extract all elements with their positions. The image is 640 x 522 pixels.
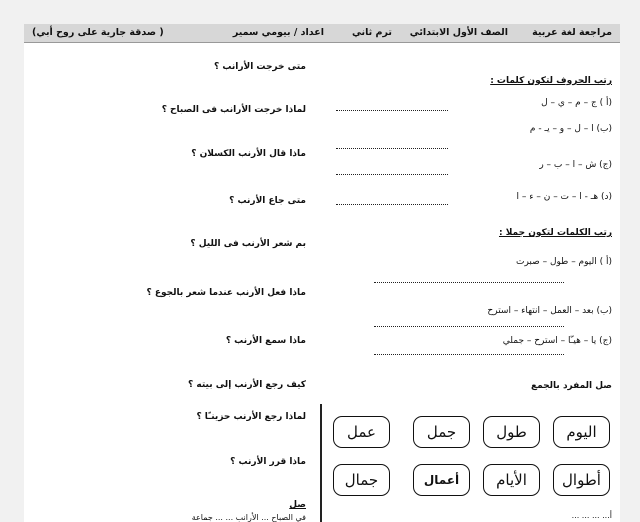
word-box-plural[interactable]: الأيام	[483, 464, 540, 496]
header-grade: الصف الأول الابتدائي	[409, 27, 508, 38]
word-box-singular[interactable]: اليوم	[553, 416, 610, 448]
word-box-singular[interactable]: طول	[483, 416, 540, 448]
question-4: متى جاع الأرنب ؟	[229, 196, 306, 206]
header-author: اعداد / بيومي سمير	[232, 27, 324, 38]
answer-line	[336, 148, 448, 149]
column-divider	[320, 404, 322, 522]
answer-line	[374, 326, 564, 327]
question-9: لماذا رجع الأرنب حزينـًا ؟	[196, 412, 306, 422]
header-bar	[24, 24, 620, 43]
question-6: ماذا فعل الأرنب عندما شعر بالجوع ؟	[146, 288, 306, 298]
answer-line	[336, 204, 448, 205]
letters-item-2: (ب) ا – ل – و – يـ - م	[529, 124, 612, 134]
question-3: ماذا قال الأرنب الكسلان ؟	[191, 149, 306, 159]
header-subject: مراجعة لغة عربية	[532, 27, 612, 38]
answer-line	[374, 282, 564, 283]
question-10: ماذا قرر الأرنب ؟	[230, 457, 306, 467]
word-box-plural[interactable]: أطوال	[553, 464, 610, 496]
left-partial-line: في الصباح ... الأرانب ... ... جماعة	[191, 513, 306, 522]
answer-line	[374, 354, 564, 355]
match-title: صل المفرد بالجمع	[531, 381, 612, 391]
question-5: بم شعر الأرنب فى الليل ؟	[190, 239, 306, 249]
match-heading-left: صل	[289, 500, 306, 510]
word-box-singular[interactable]: عمل	[333, 416, 390, 448]
word-box-plural[interactable]: أعمال	[413, 464, 470, 496]
match-partial-line: أ... ... ... ...	[571, 511, 612, 520]
worksheet	[24, 24, 620, 522]
answer-line	[336, 110, 448, 111]
letters-item-1: (أ ) ج – م – ي – ل	[541, 98, 612, 108]
words-item-1: (أ ) اليوم – طول – صبرت	[515, 257, 612, 267]
header-term: ترم ثاني	[351, 27, 392, 38]
question-2: لماذا خرجت الأرانب فى الصباح ؟	[161, 105, 306, 115]
header-dedication: ( صدقة جارية على روح أبي)	[32, 27, 164, 38]
letters-item-4: (د) هـ - ا – ت – ن – ء – ا	[516, 192, 612, 202]
words-item-2: (ب) بعد – العمل – انتهاء – استرح	[487, 306, 612, 316]
letters-item-3: (ج) ش – ا – ب – ر	[539, 160, 612, 170]
letters-title: رتب الحروف لتكون كلمات :	[490, 76, 612, 86]
question-1: متى خرجت الأرانب ؟	[213, 62, 306, 72]
word-box-singular[interactable]: جمل	[413, 416, 470, 448]
question-8: كيف رجع الأرنب إلى بيته ؟	[188, 380, 306, 390]
words-item-3: (ج) يا – هيـّا – استرح – جملي	[502, 336, 612, 346]
words-title: رتب الكلمات لتكون جملا :	[498, 228, 612, 238]
word-box-plural[interactable]: جمال	[333, 464, 390, 496]
question-7: ماذا سمع الأرنب ؟	[225, 336, 306, 346]
answer-line	[336, 174, 448, 175]
